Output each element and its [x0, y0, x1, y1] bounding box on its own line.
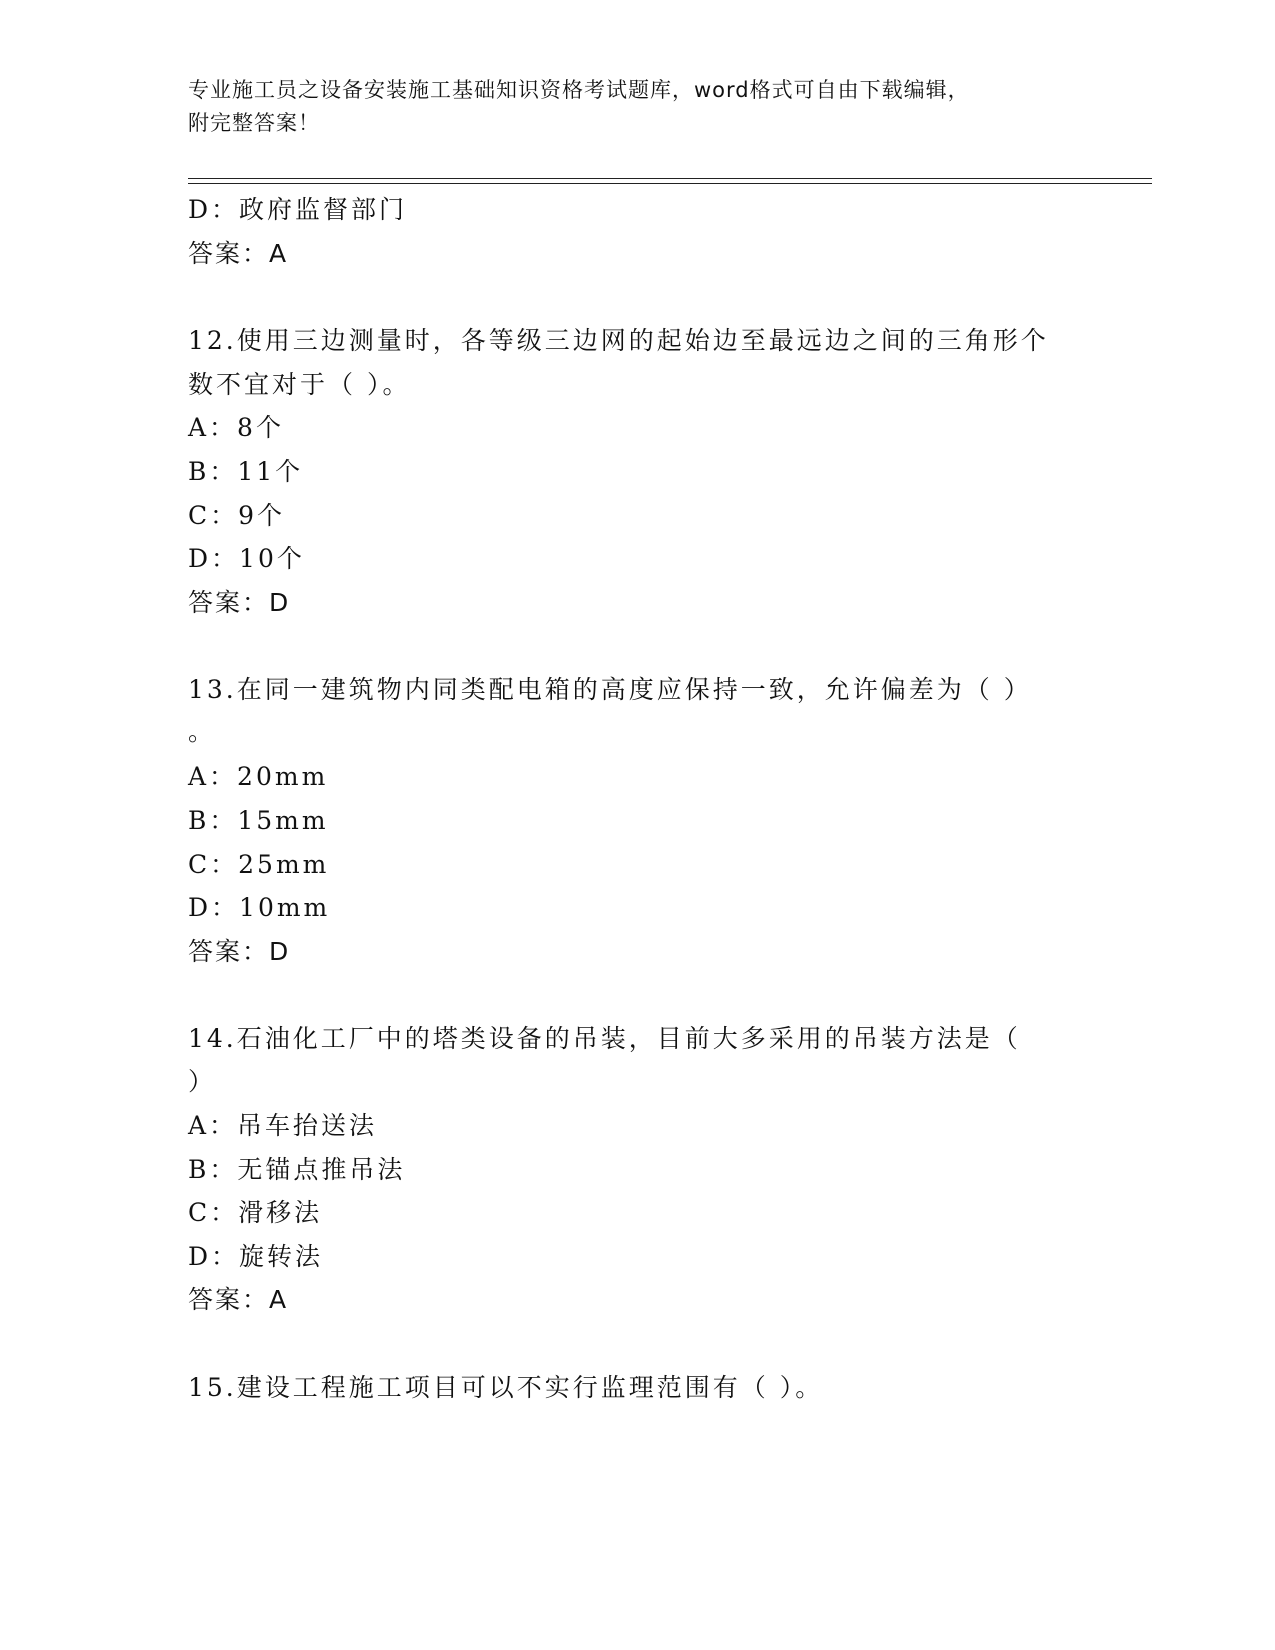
q14-option-a: A：吊车抬送法 [188, 1111, 378, 1140]
header-rule-bottom [188, 183, 1152, 184]
q15-stem-line-1: 15.建设工程施工项目可以不实行监理范围有（ ）。 [188, 1373, 824, 1402]
q13-stem-line-2: 。 [188, 717, 217, 746]
q13-option-d: D：10mm [188, 893, 331, 922]
header-line-2: 附完整答案！ [188, 111, 320, 135]
q13-stem-line-1: 13.在同一建筑物内同类配电箱的高度应保持一致，允许偏差为（ ） [188, 675, 1032, 704]
q14-stem-line-1: 14.石油化工厂中的塔类设备的吊装，目前大多采用的吊装方法是（ [188, 1024, 1021, 1053]
q14-option-c: C：滑移法 [188, 1198, 323, 1227]
q13-answer: 答案：D [188, 937, 291, 966]
q12-answer: 答案：D [188, 588, 291, 617]
q12-option-c: C：9个 [188, 501, 286, 530]
q12-option-a: A：8个 [188, 413, 284, 442]
q12-stem-line-2: 数不宜对于（ ）。 [188, 370, 411, 399]
q14-stem-line-2: ） [188, 1067, 217, 1096]
header-rule-top [188, 178, 1152, 179]
q12-option-d: D：10个 [188, 544, 305, 573]
q12-option-b: B：11个 [188, 457, 304, 486]
q14-option-d: D：旋转法 [188, 1242, 324, 1271]
q13-option-c: C：25mm [188, 850, 330, 879]
document-header [188, 74, 1068, 140]
q14-option-b: B：无锚点推吊法 [188, 1155, 406, 1184]
prev-answer: 答案：A [188, 239, 289, 268]
q13-option-b: B：15mm [188, 806, 329, 835]
q13-option-a: A：20mm [188, 762, 329, 791]
q14-answer: 答案：A [188, 1285, 289, 1314]
header-line-1: 专业施工员之设备安装施工基础知识资格考试题库，word格式可自由下载编辑， [188, 78, 970, 102]
q12-stem-line-1: 12.使用三边测量时，各等级三边网的起始边至最远边之间的三角形个 [188, 326, 1049, 355]
prev-option-d: D：政府监督部门 [188, 195, 408, 224]
